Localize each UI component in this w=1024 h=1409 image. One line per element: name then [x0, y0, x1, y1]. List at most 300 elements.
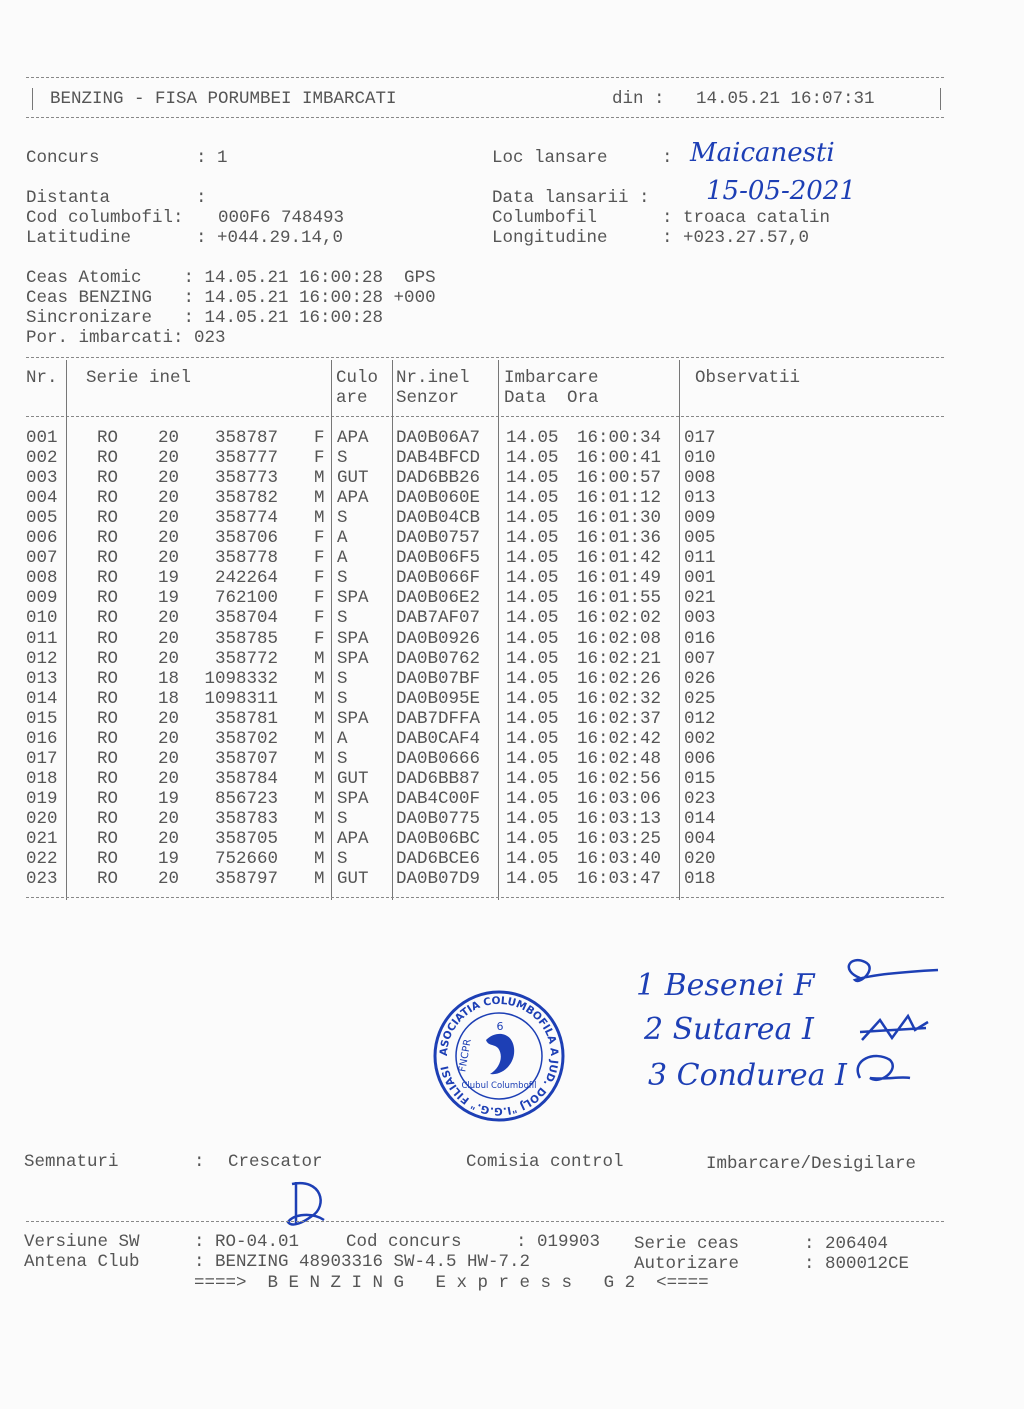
row-ora: 16:01:55 [577, 588, 662, 609]
row-senzor: DAD6BB26 [396, 468, 481, 489]
row-culoare: S [337, 668, 348, 689]
row-obs: 016 [684, 628, 716, 649]
cod-columbofil-value: 000F6 748493 [218, 208, 345, 228]
row-senzor: DA0B0775 [396, 808, 481, 829]
row-senzor: DA0B06E2 [396, 588, 481, 609]
row-data: 14.05 [506, 808, 559, 829]
row-culoare: A [337, 528, 348, 549]
table-row [26, 649, 726, 669]
serie-ceas-value: : 206404 [804, 1234, 889, 1254]
row-an: 19 [158, 588, 180, 609]
row-ora: 16:02:26 [577, 668, 662, 689]
row-culoare: APA [337, 488, 369, 509]
col-nr-header: Nr. [26, 368, 58, 388]
row-culoare: S [337, 688, 348, 709]
table-row [26, 669, 726, 689]
row-obs: 014 [684, 808, 716, 829]
distanta-label: Distanta [26, 188, 111, 208]
row-data: 14.05 [506, 428, 559, 448]
row-an: 18 [158, 688, 180, 709]
row-obs: 012 [684, 708, 716, 729]
row-obs: 020 [684, 849, 716, 870]
row-ora: 16:03:47 [577, 869, 662, 890]
row-inel: 358706 [214, 528, 278, 549]
row-culoare: A [337, 548, 348, 569]
row-data: 14.05 [506, 628, 559, 649]
row-an: 20 [158, 488, 180, 509]
row-nr: 015 [26, 708, 58, 729]
row-data: 14.05 [506, 528, 559, 549]
antena-club-value: : BENZING 48903316 SW-4.5 HW-7.2 [194, 1252, 531, 1272]
row-obs: 021 [684, 588, 716, 609]
row-nr: 009 [26, 588, 58, 609]
concurs-label: Concurs [26, 148, 100, 168]
row-sex: F [314, 528, 325, 549]
din-label: din : [612, 89, 665, 109]
row-senzor: DA0B04CB [396, 508, 481, 529]
row-nr: 002 [26, 448, 58, 469]
row-inel: 358784 [214, 768, 278, 789]
loc-lansare-label: Loc lansare [492, 148, 608, 168]
table-row [26, 789, 726, 809]
row-ora: 16:01:12 [577, 488, 662, 509]
row-senzor: DA0B07BF [396, 668, 481, 689]
row-inel: 358787 [214, 428, 278, 448]
row-culoare: S [337, 508, 348, 529]
row-culoare: S [337, 608, 348, 629]
semnaturi-label: Semnaturi [24, 1152, 119, 1172]
row-obs: 026 [684, 668, 716, 689]
row-sex: M [314, 788, 325, 809]
row-ora: 16:03:40 [577, 849, 662, 870]
col-senzor-header: Senzor [396, 388, 460, 408]
autorizare-label: Autorizare [634, 1254, 740, 1274]
table-row [26, 769, 726, 789]
row-culoare: SPA [337, 788, 369, 809]
row-senzor: DAB7DFFA [396, 708, 481, 729]
data-lansarii-label: Data lansarii : [492, 188, 650, 208]
row-inel: 1098311 [204, 688, 278, 709]
row-tara: RO [97, 829, 119, 849]
row-sex: F [314, 448, 325, 469]
row-nr: 008 [26, 568, 58, 589]
row-culoare: GUT [337, 468, 369, 489]
row-an: 20 [158, 428, 180, 448]
row-culoare: APA [337, 829, 369, 849]
row-ora: 16:02:56 [577, 768, 662, 789]
row-senzor: DA0B06BC [396, 829, 481, 849]
cod-concurs-label: Cod concurs [346, 1232, 462, 1252]
table-row [26, 729, 726, 749]
row-ora: 16:02:42 [577, 728, 662, 749]
row-sex: M [314, 688, 325, 709]
row-nr: 016 [26, 728, 58, 749]
col-culoare-header-2: are [336, 388, 368, 408]
row-tara: RO [97, 648, 119, 669]
table-row [26, 588, 726, 608]
row-tara: RO [97, 728, 119, 749]
row-ora: 16:02:08 [577, 628, 662, 649]
row-ora: 16:03:25 [577, 829, 662, 849]
row-culoare: SPA [337, 628, 369, 649]
signature-scribbles [830, 950, 950, 1100]
row-senzor: DA0B0762 [396, 648, 481, 669]
row-inel: 358785 [214, 628, 278, 649]
row-an: 20 [158, 608, 180, 629]
row-nr: 012 [26, 648, 58, 669]
row-ora: 16:00:57 [577, 468, 662, 489]
table-row [26, 629, 726, 649]
row-senzor: DA0B066F [396, 568, 481, 589]
table-header-rule [26, 416, 944, 417]
row-data: 14.05 [506, 768, 559, 789]
row-obs: 013 [684, 488, 716, 509]
sincronizare: Sincronizare : 14.05.21 16:00:28 [26, 308, 384, 328]
versiune-label: Versiune SW [24, 1232, 140, 1252]
row-obs: 005 [684, 528, 716, 549]
row-ora: 16:02:32 [577, 688, 662, 709]
row-ora: 16:00:41 [577, 448, 662, 469]
col-serie-header: Serie inel [86, 368, 192, 388]
row-sex: M [314, 849, 325, 870]
table-row [26, 448, 726, 468]
row-sex: F [314, 428, 325, 448]
row-sex: M [314, 728, 325, 749]
page-title: BENZING - FISA PORUMBEI IMBARCATI [50, 89, 397, 109]
semnaturi-colon: : [194, 1152, 205, 1172]
row-an: 20 [158, 628, 180, 649]
row-tara: RO [97, 428, 119, 448]
row-senzor: DAD6BB87 [396, 768, 481, 789]
row-culoare: S [337, 748, 348, 769]
row-inel: 752660 [214, 849, 278, 870]
row-an: 20 [158, 768, 180, 789]
row-inel: 358774 [214, 508, 278, 529]
row-an: 20 [158, 468, 180, 489]
row-tara: RO [97, 628, 119, 649]
row-an: 19 [158, 849, 180, 870]
concurs-value: : 1 [196, 148, 228, 168]
columbofil-value: : troaca catalin [662, 208, 831, 228]
row-culoare: APA [337, 428, 369, 448]
loc-lansare-colon: : [662, 148, 673, 168]
row-tara: RO [97, 668, 119, 689]
row-ora: 16:02:02 [577, 608, 662, 629]
row-inel: 242264 [214, 568, 278, 589]
row-obs: 023 [684, 788, 716, 809]
autorizare-value: : 800012CE [804, 1254, 910, 1274]
row-obs: 006 [684, 748, 716, 769]
row-inel: 358702 [214, 728, 278, 749]
stamp-number: 9 [496, 1019, 504, 1032]
row-sex: F [314, 628, 325, 649]
row-inel: 762100 [214, 588, 278, 609]
row-an: 20 [158, 808, 180, 829]
row-senzor: DA0B06F5 [396, 548, 481, 569]
crescator-label: Crescator [228, 1152, 323, 1172]
row-culoare: S [337, 808, 348, 829]
club-stamp [428, 990, 570, 1122]
row-senzor: DA0B060E [396, 488, 481, 509]
distanta-value: : [196, 188, 207, 208]
row-obs: 009 [684, 508, 716, 529]
row-senzor: DA0B095E [396, 688, 481, 709]
cod-columbofil-label: Cod columbofil: [26, 208, 184, 228]
antena-club-label: Antena Club [24, 1252, 140, 1272]
row-obs: 002 [684, 728, 716, 749]
row-sex: M [314, 508, 325, 529]
row-culoare: GUT [337, 768, 369, 789]
din-value: 14.05.21 16:07:31 [696, 89, 875, 109]
row-culoare: GUT [337, 869, 369, 890]
row-an: 20 [158, 829, 180, 849]
row-inel: 358704 [214, 608, 278, 629]
row-obs: 008 [684, 468, 716, 489]
row-an: 20 [158, 728, 180, 749]
row-obs: 003 [684, 608, 716, 629]
row-data: 14.05 [506, 688, 559, 709]
row-nr: 010 [26, 608, 58, 629]
row-data: 14.05 [506, 508, 559, 529]
row-senzor: DA0B06A7 [396, 428, 481, 448]
longitudine-value: : +023.27.57,0 [662, 228, 810, 248]
row-an: 19 [158, 788, 180, 809]
table-row [26, 689, 726, 709]
row-tara: RO [97, 748, 119, 769]
row-sex: F [314, 548, 325, 569]
row-data: 14.05 [506, 829, 559, 849]
row-culoare: SPA [337, 708, 369, 729]
row-obs: 017 [684, 428, 716, 448]
latitudine-label: Latitudine [26, 228, 132, 248]
row-data: 14.05 [506, 869, 559, 890]
row-senzor: DAB4C00F [396, 788, 481, 809]
row-sex: M [314, 748, 325, 769]
versiune-value: : RO-04.01 [194, 1232, 300, 1252]
row-obs: 004 [684, 829, 716, 849]
row-an: 20 [158, 528, 180, 549]
row-nr: 003 [26, 468, 58, 489]
row-data: 14.05 [506, 568, 559, 589]
row-sex: M [314, 808, 325, 829]
table-row [26, 508, 726, 528]
row-ora: 16:01:49 [577, 568, 662, 589]
row-nr: 006 [26, 528, 58, 549]
row-tara: RO [97, 768, 119, 789]
row-senzor: DA0B07D9 [396, 869, 481, 890]
row-ora: 16:02:48 [577, 748, 662, 769]
imbarcare-desigilare-label: Imbarcare/Desigilare [706, 1154, 917, 1174]
row-data: 14.05 [506, 488, 559, 509]
row-tara: RO [97, 849, 119, 870]
row-culoare: S [337, 849, 348, 870]
row-an: 20 [158, 869, 180, 890]
row-ora: 16:01:42 [577, 548, 662, 569]
row-data: 14.05 [506, 748, 559, 769]
row-nr: 021 [26, 829, 58, 849]
header-top-rule [26, 77, 944, 78]
row-sex: F [314, 588, 325, 609]
table-row [26, 528, 726, 548]
row-obs: 010 [684, 448, 716, 469]
porumbei-imbarcati: Por. imbarcati: 023 [26, 328, 226, 348]
stamp-club-text: Clubul Columbofil [461, 1081, 537, 1091]
stamp-center-text: FNCPR [457, 1038, 474, 1073]
row-tara: RO [97, 588, 119, 609]
crescator-signature [282, 1176, 330, 1232]
row-nr: 007 [26, 548, 58, 569]
row-sex: M [314, 708, 325, 729]
row-data: 14.05 [506, 468, 559, 489]
row-data: 14.05 [506, 548, 559, 569]
table-bottom-rule [26, 897, 944, 898]
row-data: 14.05 [506, 588, 559, 609]
table-row [26, 608, 726, 628]
committee-signature-2: 2 Sutarea I [644, 1012, 814, 1047]
row-tara: RO [97, 528, 119, 549]
row-obs: 015 [684, 768, 716, 789]
row-ora: 16:03:06 [577, 788, 662, 809]
row-inel: 358781 [214, 708, 278, 729]
row-nr: 014 [26, 688, 58, 709]
row-tara: RO [97, 468, 119, 489]
row-an: 20 [158, 448, 180, 469]
row-ora: 16:01:30 [577, 508, 662, 529]
row-ora: 16:02:21 [577, 648, 662, 669]
row-tara: RO [97, 808, 119, 829]
row-ora: 16:01:36 [577, 528, 662, 549]
row-data: 14.05 [506, 849, 559, 870]
table-row [26, 809, 726, 829]
loc-lansare-handwritten: Maicanesti [690, 138, 835, 168]
row-ora: 16:02:37 [577, 708, 662, 729]
comisia-control-label: Comisia control [466, 1152, 624, 1172]
row-senzor: DA0B0926 [396, 628, 481, 649]
table-row [26, 568, 726, 588]
row-sex: F [314, 568, 325, 589]
row-culoare: A [337, 728, 348, 749]
row-data: 14.05 [506, 448, 559, 469]
row-senzor: DA0B0666 [396, 748, 481, 769]
row-tara: RO [97, 788, 119, 809]
row-inel: 358783 [214, 808, 278, 829]
row-nr: 019 [26, 788, 58, 809]
table-row [26, 488, 726, 508]
row-sex: F [314, 608, 325, 629]
table-top-rule [26, 357, 944, 358]
table-row [26, 829, 726, 849]
longitudine-label: Longitudine [492, 228, 608, 248]
row-senzor: DAD6BCE6 [396, 849, 481, 870]
row-tara: RO [97, 869, 119, 890]
row-senzor: DA0B0757 [396, 528, 481, 549]
row-inel: 358778 [214, 548, 278, 569]
row-sex: M [314, 869, 325, 890]
committee-signature-1: 1 Besenei F [636, 968, 815, 1003]
row-an: 20 [158, 748, 180, 769]
data-lansarii-handwritten: 15-05-2021 [706, 176, 856, 206]
row-nr: 005 [26, 508, 58, 529]
row-an: 20 [158, 708, 180, 729]
table-row [26, 849, 726, 869]
row-data: 14.05 [506, 788, 559, 809]
row-sex: M [314, 468, 325, 489]
row-an: 20 [158, 548, 180, 569]
row-inel: 358772 [214, 648, 278, 669]
row-inel: 358707 [214, 748, 278, 769]
row-an: 20 [158, 508, 180, 529]
row-data: 14.05 [506, 648, 559, 669]
row-ora: 16:03:13 [577, 808, 662, 829]
row-sex: M [314, 648, 325, 669]
ceas-atomic: Ceas Atomic : 14.05.21 16:00:28 GPS [26, 268, 436, 288]
row-senzor: DAB4BFCD [396, 448, 481, 469]
col-imbarcare-header: Imbarcare [504, 368, 599, 388]
row-nr: 020 [26, 808, 58, 829]
row-sex: M [314, 829, 325, 849]
row-an: 19 [158, 568, 180, 589]
row-obs: 018 [684, 869, 716, 890]
row-senzor: DAB0CAF4 [396, 728, 481, 749]
row-nr: 013 [26, 668, 58, 689]
columbofil-label: Columbofil [492, 208, 598, 228]
row-tara: RO [97, 688, 119, 709]
header-bottom-rule [26, 117, 944, 118]
committee-signature-3: 3 Condurea I [648, 1058, 847, 1093]
table-row [26, 468, 726, 488]
row-inel: 1098332 [204, 668, 278, 689]
row-inel: 358797 [214, 869, 278, 890]
stamp-ring-text: ASOCIATIA COLUMBOFILA A JUD. DOLJ "I.G.G." FILIASI [437, 994, 561, 1118]
row-obs: 025 [684, 688, 716, 709]
row-sex: M [314, 668, 325, 689]
row-inel: 358773 [214, 468, 278, 489]
row-tara: RO [97, 548, 119, 569]
table-row [26, 548, 726, 568]
row-culoare: S [337, 568, 348, 589]
row-culoare: SPA [337, 648, 369, 669]
col-culoare-header: Culo [336, 368, 379, 388]
table-row [26, 749, 726, 769]
row-inel: 358782 [214, 488, 278, 509]
row-data: 14.05 [506, 668, 559, 689]
row-ora: 16:00:34 [577, 428, 662, 448]
row-an: 20 [158, 648, 180, 669]
row-tara: RO [97, 508, 119, 529]
row-nr: 011 [26, 628, 58, 649]
row-nr: 018 [26, 768, 58, 789]
row-tara: RO [97, 448, 119, 469]
row-obs: 001 [684, 568, 716, 589]
col-data-ora-header: Data Ora [504, 388, 599, 408]
row-nr: 022 [26, 849, 58, 870]
row-inel: 358777 [214, 448, 278, 469]
table-row [26, 709, 726, 729]
row-tara: RO [97, 568, 119, 589]
row-obs: 007 [684, 648, 716, 669]
benzing-express-banner: ====> B E N Z I N G E x p r e s s G 2 <==== [194, 1273, 709, 1293]
row-tara: RO [97, 708, 119, 729]
row-inel: 856723 [214, 788, 278, 809]
row-data: 14.05 [506, 608, 559, 629]
row-data: 14.05 [506, 708, 559, 729]
header-right-bar [940, 88, 941, 110]
row-sex: M [314, 768, 325, 789]
row-nr: 017 [26, 748, 58, 769]
row-sex: M [314, 488, 325, 509]
row-nr: 023 [26, 869, 58, 890]
col-observatii-header: Observatii [695, 368, 801, 388]
